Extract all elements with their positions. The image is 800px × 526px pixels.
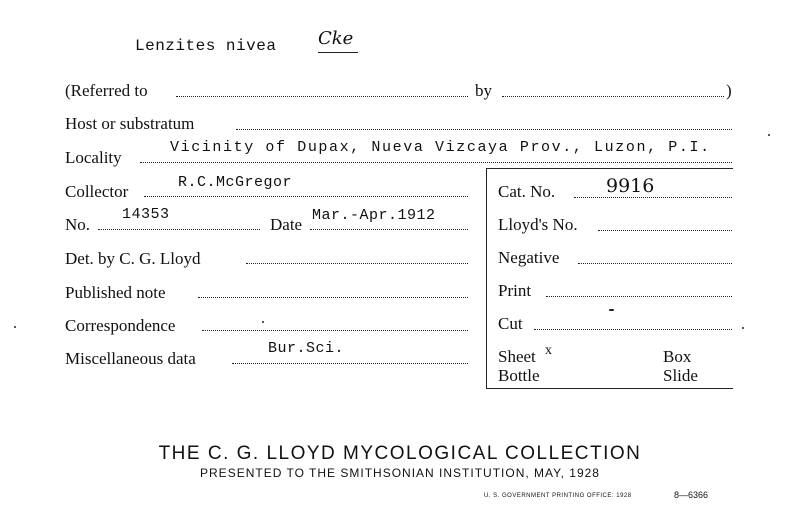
date-value: Mar.-Apr.1912 <box>312 207 436 224</box>
collector-label: Collector <box>65 182 129 201</box>
bottle-label: Bottle <box>498 366 540 385</box>
correspondence-label: Correspondence <box>65 316 176 335</box>
species-authority: Cke <box>318 28 354 49</box>
cut-line <box>534 329 732 330</box>
sheet-label: Sheet <box>498 347 536 366</box>
ink-speck <box>14 326 16 328</box>
right-box-border <box>486 168 487 388</box>
locality-label: Locality <box>65 148 122 167</box>
cat-no-value: 9916 <box>606 175 655 197</box>
print-line <box>546 296 732 297</box>
misc-data-line <box>232 363 468 364</box>
lloyds-no-line <box>598 230 732 231</box>
sheet-mark: x <box>545 343 552 358</box>
locality-value: Vicinity of Dupax, Nueva Vizcaya Prov., Luzon, P.I. <box>170 139 711 156</box>
collector-value: R.C.McGregor <box>178 174 293 191</box>
no-value: 14353 <box>122 206 170 223</box>
locality-line <box>140 162 732 163</box>
ink-speck <box>609 309 614 311</box>
cut-label: Cut <box>498 314 523 333</box>
published-note-label: Published note <box>65 283 166 302</box>
correspondence-line <box>202 330 468 331</box>
date-line <box>310 229 468 230</box>
host-line <box>236 129 732 130</box>
cat-no-label: Cat. No. <box>498 182 556 201</box>
close-paren: ) <box>726 81 732 100</box>
no-line <box>98 229 260 230</box>
cat-no-line <box>574 197 732 198</box>
right-box-top <box>486 168 733 169</box>
right-box-bottom <box>486 388 733 389</box>
species-underline <box>318 52 358 53</box>
host-label: Host or substratum <box>65 114 195 133</box>
form-number: 8—6366 <box>674 490 709 500</box>
collection-title: THE C. G. LLOYD MYCOLOGICAL COLLECTION <box>158 443 642 464</box>
negative-label: Negative <box>498 248 560 267</box>
slide-label: Slide <box>663 366 698 385</box>
date-label: Date <box>270 215 303 234</box>
ink-speck <box>742 327 744 329</box>
collector-line <box>144 196 468 197</box>
misc-data-value: Bur.Sci. <box>268 340 345 357</box>
det-by-line <box>246 263 468 264</box>
misc-data-label: Miscellaneous data <box>65 349 196 368</box>
lloyds-no-label: Lloyd's No. <box>498 215 578 234</box>
referred-to-line <box>176 96 468 97</box>
print-label: Print <box>498 281 532 300</box>
species-name: Lenzites nivea <box>135 37 277 55</box>
det-by-label: Det. by C. G. Lloyd <box>65 249 201 268</box>
no-label: No. <box>65 215 91 234</box>
ink-speck <box>262 321 264 323</box>
by-line <box>502 96 724 97</box>
published-note-line <box>198 297 468 298</box>
referred-to-label: (Referred to <box>65 81 148 100</box>
collection-subtitle: PRESENTED TO THE SMITHSONIAN INSTITUTION, MAY, 1928 <box>200 466 600 480</box>
ink-speck <box>768 134 770 136</box>
negative-line <box>578 263 732 264</box>
by-label: by <box>475 81 492 100</box>
printing-office-note: U. S. GOVERNMENT PRINTING OFFICE: 1928 <box>484 493 632 499</box>
box-label: Box <box>663 347 692 366</box>
